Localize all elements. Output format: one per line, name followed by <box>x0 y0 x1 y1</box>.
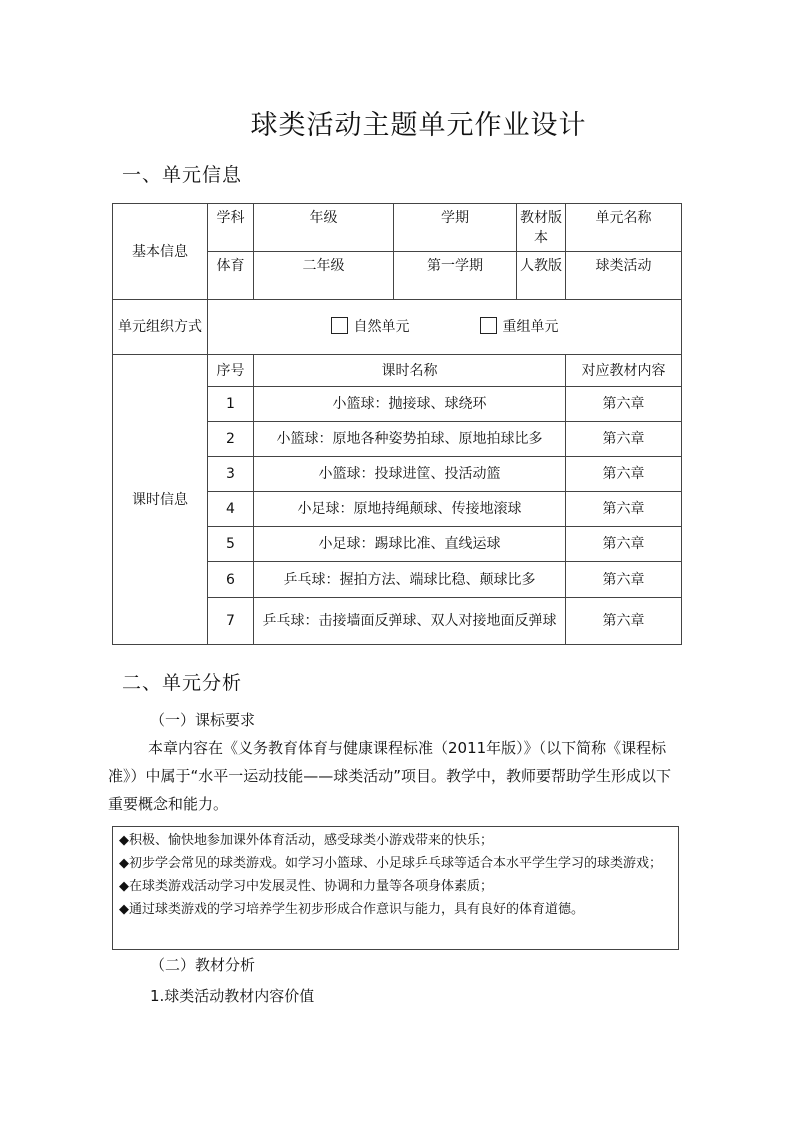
header-lesson-name: 课时名称 <box>254 355 566 387</box>
option-natural-unit[interactable] <box>331 317 410 337</box>
lesson-no: 4 <box>208 492 254 527</box>
unit-info-table <box>112 203 682 645</box>
lesson-content: 第六章 <box>566 492 682 527</box>
value-unit-name: 球类活动 <box>566 252 682 300</box>
subheading-textbook-analysis: （二）教材分析 <box>150 956 256 974</box>
subheading-curriculum-requirements: （一）课标要求 <box>150 711 256 729</box>
header-lesson-no: 序号 <box>208 355 254 387</box>
curriculum-paragraph: 本章内容在《义务教育体育与健康课程标准（2011年版）》（以下简称《课程标准》）中属于“水平一运动技能——球类活动”项目。教学中，教师要帮助学生形成以下重要概念和能力。 <box>108 739 672 813</box>
lesson-no: 5 <box>208 527 254 562</box>
lesson-name: 小篮球：原地各种姿势拍球、原地拍球比多 <box>254 422 566 457</box>
option-label: 重组单元 <box>502 319 559 335</box>
checkbox-icon[interactable] <box>480 317 497 334</box>
lesson-name: 乒乓球：击接墙面反弹球、双人对接地面反弹球 <box>254 598 566 645</box>
lesson-name: 乒乓球：握拍方法、端球比稳、颠球比多 <box>254 562 566 598</box>
lesson-name: 小篮球：投球进筐、投活动篮 <box>254 457 566 492</box>
header-textbook-version: 教材版本 <box>517 204 566 252</box>
content-value-item: 1.球类活动教材内容价值 <box>150 987 315 1005</box>
lesson-content: 第六章 <box>566 387 682 422</box>
value-grade: 二年级 <box>254 252 394 300</box>
lesson-no: 6 <box>208 562 254 598</box>
lesson-content: 第六章 <box>566 598 682 645</box>
lesson-content: 第六章 <box>566 527 682 562</box>
lesson-no: 3 <box>208 457 254 492</box>
bullet-item: ◆积极、愉快地参加课外体育活动，感受球类小游戏带来的快乐； <box>119 833 493 848</box>
option-label: 自然单元 <box>353 319 410 335</box>
lesson-name: 小足球：踢球比准、直线运球 <box>254 527 566 562</box>
lesson-no: 7 <box>208 598 254 645</box>
header-term: 学期 <box>394 204 517 252</box>
org-method-label: 单元组织方式 <box>113 300 208 355</box>
lesson-no: 2 <box>208 422 254 457</box>
lesson-content: 第六章 <box>566 457 682 492</box>
lesson-no: 1 <box>208 387 254 422</box>
org-method-options <box>208 300 682 355</box>
basic-info-label: 基本信息 <box>113 204 208 300</box>
value-textbook-version: 人教版 <box>517 252 566 300</box>
value-term: 第一学期 <box>394 252 517 300</box>
header-subject: 学科 <box>208 204 254 252</box>
lesson-name: 小篮球：抛接球、球绕环 <box>254 387 566 422</box>
header-unit-name: 单元名称 <box>566 204 682 252</box>
bullet-item: ◆初步学会常见的球类游戏。如学习小篮球、小足球乒乓球等适合本水平学生学习的球类游戏； <box>119 856 662 871</box>
section-heading-unit-analysis: 二、单元分析 <box>122 672 243 694</box>
header-grade: 年级 <box>254 204 394 252</box>
bullet-item: ◆在球类游戏活动学习中发展灵性、协调和力量等各项身体素质； <box>119 879 493 894</box>
checkbox-icon[interactable] <box>331 317 348 334</box>
value-subject: 体育 <box>208 252 254 300</box>
lesson-info-label: 课时信息 <box>113 355 208 645</box>
lesson-content: 第六章 <box>566 562 682 598</box>
section-heading-unit-info: 一、单元信息 <box>122 164 243 186</box>
option-regrouped-unit[interactable] <box>480 317 559 337</box>
bullet-item: ◆通过球类游戏的学习培养学生初步形成合作意识与能力，具有良好的体育道德。 <box>119 902 584 917</box>
requirements-box <box>112 826 679 950</box>
lesson-content: 第六章 <box>566 422 682 457</box>
lesson-name: 小足球：原地持绳颠球、传接地滚球 <box>254 492 566 527</box>
document-title: 球类活动主题单元作业设计 <box>250 110 587 141</box>
header-textbook-content: 对应教材内容 <box>566 355 682 387</box>
